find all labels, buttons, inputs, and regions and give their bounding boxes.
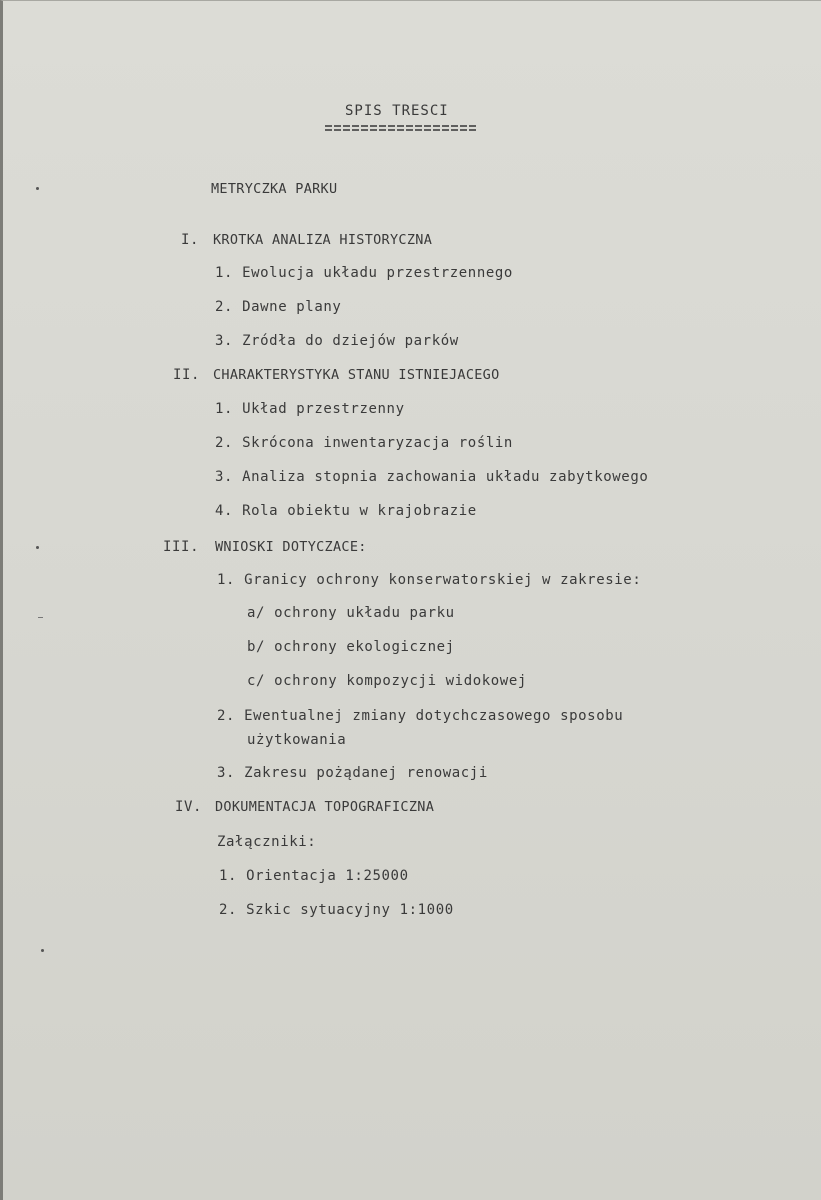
section-3-subitem: c/ ochrony kompozycji widokowej	[247, 673, 527, 689]
section-1-heading: KROTKA ANALIZA HISTORYCZNA	[213, 232, 433, 248]
attachment-item: 2. Szkic sytuacyjny 1:1000	[219, 902, 454, 918]
section-3-item: 2. Ewentualnej zmiany dotychczasowego sposobu	[217, 708, 624, 724]
title-double-underline	[325, 125, 477, 131]
section-1-numeral: I.	[181, 232, 200, 248]
section-1-item: 2. Dawne plany	[215, 299, 342, 315]
section-1-item: 1. Ewolucja układu przestrzennego	[215, 265, 513, 281]
section-4-heading: DOKUMENTACJA TOPOGRAFICZNA	[215, 799, 435, 815]
attachments-label: Załączniki:	[217, 834, 317, 850]
margin-speck	[36, 187, 39, 190]
section-3-item: 3. Zakresu pożądanej renowacji	[217, 765, 488, 781]
section-2-item: 3. Analiza stopnia zachowania układu zabytkowego	[215, 469, 649, 485]
margin-speck	[38, 617, 43, 618]
section-3-subitem: a/ ochrony układu parku	[247, 605, 455, 621]
section-1-item: 3. Zródła do dziejów parków	[215, 333, 459, 349]
intro-heading: METRYCZKA PARKU	[211, 181, 338, 197]
section-3-item-continuation: użytkowania	[247, 732, 347, 748]
section-3-heading: WNIOSKI DOTYCZACE:	[215, 539, 367, 555]
page-title: SPIS TRESCI	[345, 103, 449, 119]
section-4-numeral: IV.	[175, 799, 203, 815]
section-3-numeral: III.	[163, 539, 200, 555]
section-3-item: 1. Granicy ochrony konserwatorskiej w zakresie:	[217, 572, 642, 588]
section-2-heading: CHARAKTERYSTYKA STANU ISTNIEJACEGO	[213, 367, 500, 383]
section-2-item: 4. Rola obiektu w krajobrazie	[215, 503, 477, 519]
section-3-subitem: b/ ochrony ekologicznej	[247, 639, 455, 655]
margin-speck	[41, 949, 44, 952]
attachment-item: 1. Orientacja 1:25000	[219, 868, 409, 884]
section-2-numeral: II.	[173, 367, 201, 383]
margin-speck	[36, 546, 39, 549]
section-2-item: 1. Układ przestrzenny	[215, 401, 405, 417]
section-2-item: 2. Skrócona inwentaryzacja roślin	[215, 435, 513, 451]
